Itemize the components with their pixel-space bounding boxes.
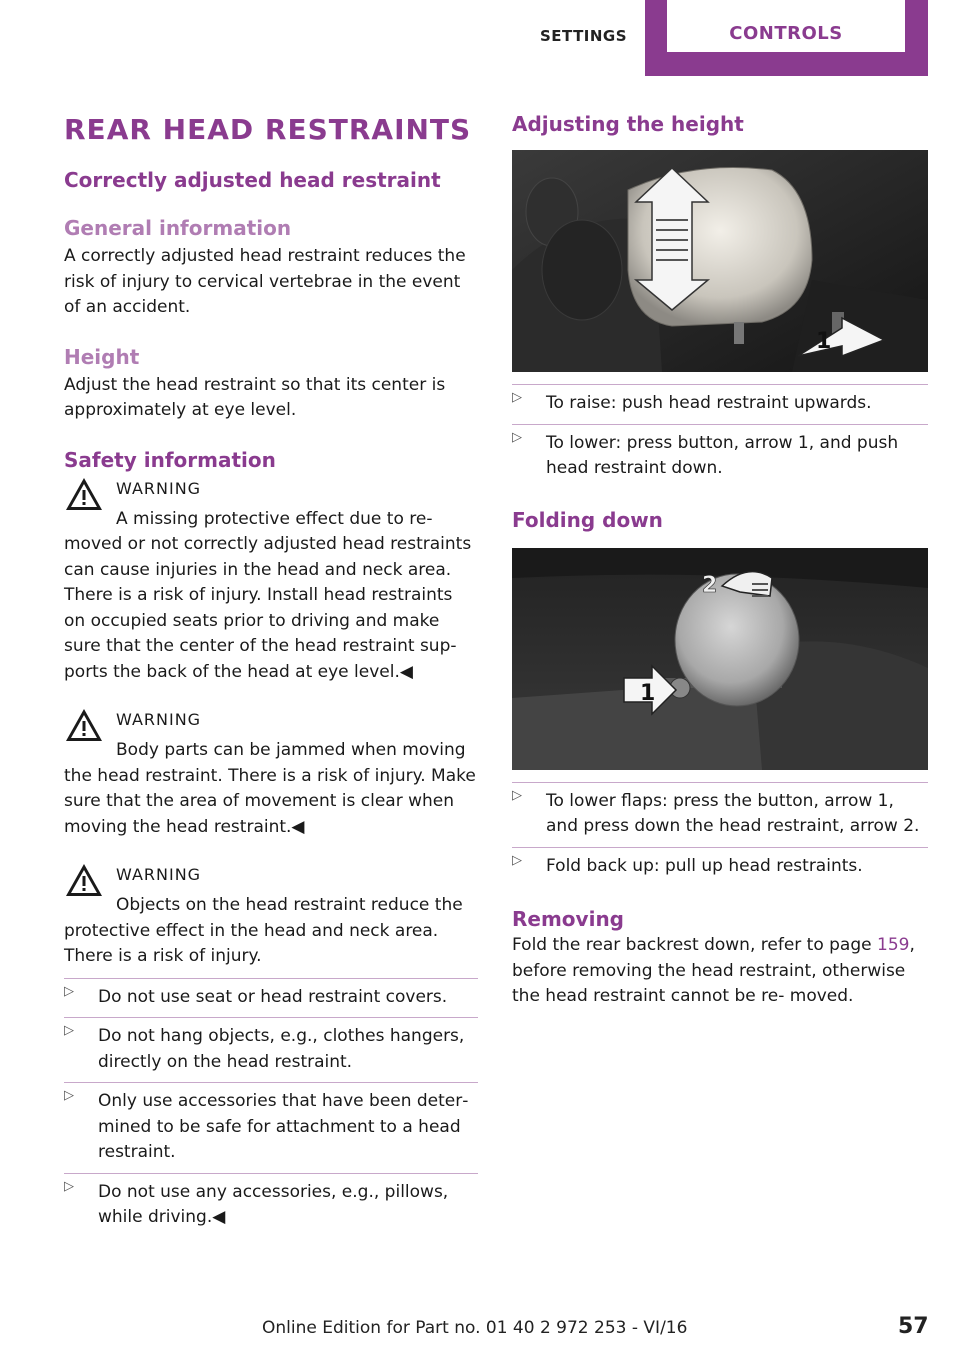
triangle-bullet-icon: ▷ <box>512 852 522 868</box>
page-link-159[interactable]: 159 <box>877 935 910 955</box>
triangle-bullet-icon: ▷ <box>512 429 522 445</box>
arrow-label-1: 1 <box>816 329 832 354</box>
adjust-bullet-list <box>512 384 928 482</box>
safety-bullet-list <box>64 978 478 1231</box>
arrow-label-2: 2 <box>702 572 718 598</box>
right-column <box>512 110 928 1010</box>
warning-triangle-icon <box>64 707 104 743</box>
list-item: ▷ To lower: press button, arrow 1, and push head restraint down. <box>512 424 928 482</box>
warning-block-3 <box>64 862 478 970</box>
triangle-bullet-icon: ▷ <box>64 1178 74 1194</box>
warning-text-first: Body parts can be jammed when moving <box>116 740 466 760</box>
height-heading: Height <box>64 344 140 369</box>
general-text: A correctly adjusted head restraint reduces the risk of injury to cervical vertebrae in the event of an accident. <box>64 246 466 317</box>
page-title: REAR HEAD RESTRAINTS <box>64 113 472 146</box>
list-item: ▷ Do not use any accessories, e.g., pillows, while driving.◀ <box>64 1173 478 1231</box>
warning-text-first: A missing protective effect due to re‐ <box>116 508 433 529</box>
arrow-label-1: 1 <box>640 680 656 706</box>
warning-text: moved or not correctly adjusted head restraints can cause injuries in the head and neck area. There is a risk of injury. Install head restraints on occupied seats prior to driving and make sure that the center of the head restraint sup‐ ports the back of the head at eye level.◀ <box>64 534 472 682</box>
list-item: ▷ Do not hang objects, e.g., clothes hangers, directly on the head restraint. <box>64 1017 478 1075</box>
triangle-bullet-icon: ▷ <box>64 1023 74 1038</box>
warning-block-2 <box>64 707 478 840</box>
footer-edition-text: Online Edition for Part no. 01 40 2 972 253 - VI/16 <box>262 1318 688 1338</box>
subtitle: Correctly adjusted head restraint <box>64 168 441 192</box>
general-heading: General information <box>64 216 292 240</box>
warning-triangle-icon <box>64 476 104 512</box>
triangle-bullet-icon: ▷ <box>512 390 522 405</box>
folding-down-photo <box>512 548 928 770</box>
header-tab-controls[interactable] <box>645 0 928 76</box>
list-item: ▷ To lower flaps: press the button, arrow 1, and press down the head restraint, arrow 2. <box>512 782 928 840</box>
triangle-bullet-icon: ▷ <box>64 1088 74 1103</box>
list-item: ▷ Fold back up: pull up head restraints. <box>512 847 928 880</box>
list-item: ▷ Only use accessories that have been deter‐ mined to be safe for attachment to a head restraint. <box>64 1082 478 1166</box>
warning-title: WARNING <box>116 478 202 498</box>
warning-block-1 <box>64 476 478 686</box>
header-tab-controls-label: CONTROLS <box>729 23 843 44</box>
list-item: ▷ Do not use seat or head restraint covers. <box>64 978 478 1011</box>
page-number: 57 <box>898 1314 929 1339</box>
header-tab-settings[interactable]: SETTINGS <box>539 27 628 45</box>
warning-triangle-icon <box>64 862 104 898</box>
left-column <box>64 110 478 1238</box>
removing-heading: Removing <box>512 907 624 931</box>
warning-title: WARNING <box>116 710 202 729</box>
fold-bullet-list <box>512 782 928 880</box>
adjust-height-photo <box>512 150 928 372</box>
head-restraint-fold-illustration <box>512 548 928 770</box>
list-item: ▷ To raise: push head restraint upwards. <box>512 384 928 417</box>
head-restraint-raise-illustration <box>512 150 928 372</box>
triangle-bullet-icon: ▷ <box>512 787 522 803</box>
warning-text: protective effect in the head and neck area. There is a risk of injury. <box>64 920 439 966</box>
safety-heading: Safety information <box>64 447 276 472</box>
warning-text-first: Objects on the head restraint reduce the <box>116 895 463 915</box>
triangle-bullet-icon: ▷ <box>64 983 74 999</box>
height-text: Adjust the head restraint so that its center is approximately at eye level. <box>64 374 446 420</box>
adjust-heading: Adjusting the height <box>512 112 744 136</box>
removing-text: Fold the rear backrest down, refer to page 159, before removing the head restraint, otherwise the head restraint cannot be re‐ moved. <box>512 935 915 1006</box>
fold-heading: Folding down <box>512 507 663 532</box>
warning-title: WARNING <box>116 865 202 884</box>
warning-text: the head restraint. There is a risk of injury. Make sure that the area of movement is clear when moving the head restraint.◀ <box>64 765 476 837</box>
